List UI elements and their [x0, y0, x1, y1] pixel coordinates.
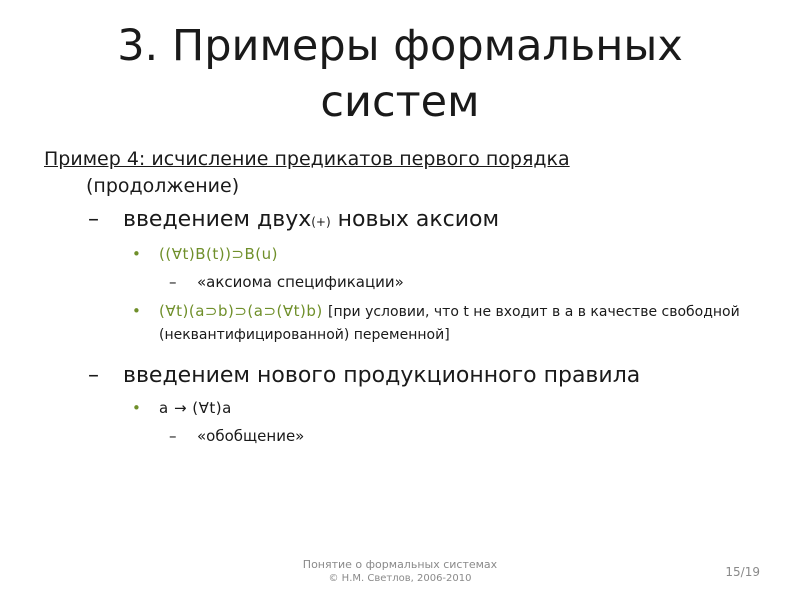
bullet-dot-icon: • — [132, 245, 142, 263]
axiom-specification-formula — [44, 243, 784, 265]
axiom-quantifier-formula — [44, 300, 784, 346]
example-heading — [44, 146, 784, 200]
rule-formula: a → (∀t)a — [159, 399, 232, 417]
example-heading-text: Пример 4: исчисление предикатов первого порядка — [44, 148, 570, 170]
bullet-dot-icon: • — [132, 302, 142, 320]
title-line-1: 3. Примеры формальных — [117, 21, 683, 71]
bullet-production-rule — [44, 362, 784, 390]
axiom-specification-name — [44, 271, 784, 293]
axiom2-condition: [при условии, что t не входит в a в качестве свободной (неквантифицированной) переменной] — [159, 304, 740, 343]
bullet-two-axioms — [44, 206, 784, 236]
page-number: 15/19 — [725, 565, 760, 579]
footer-course-title: Понятие о формальных системах — [302, 558, 498, 571]
bullet-dot-icon: • — [132, 399, 142, 417]
footer — [240, 558, 560, 586]
dash-marker: – — [88, 363, 99, 388]
bullet-two-axioms-small: (+) — [311, 215, 331, 229]
rule-name: «обобщение» — [197, 427, 305, 445]
slide-title — [0, 18, 800, 130]
slide-content — [44, 146, 784, 447]
generalization-rule-name — [44, 425, 784, 447]
axiom2-formula: (∀t)(a⊃b)⊃(a⊃(∀t)b) — [159, 302, 323, 320]
bullet-two-axioms-text-before: введением двух — [123, 207, 312, 232]
dash-marker: – — [88, 207, 99, 232]
bullet-production-rule-text: введением нового продукционного правила — [123, 363, 641, 388]
generalization-rule-formula — [44, 397, 784, 419]
title-line-2: систем — [320, 77, 480, 127]
footer-copyright: © Н.М. Светлов, 2006-2010 — [328, 573, 472, 584]
bullet-two-axioms-text-after: новых аксиом — [330, 207, 500, 232]
axiom1-formula: ((∀t)B(t))⊃B(u) — [159, 245, 278, 263]
dash-marker: – — [169, 273, 177, 291]
dash-marker: – — [169, 427, 177, 445]
axiom1-name: «аксиома спецификации» — [197, 273, 404, 291]
example-heading-continued: (продолжение) — [86, 175, 240, 197]
